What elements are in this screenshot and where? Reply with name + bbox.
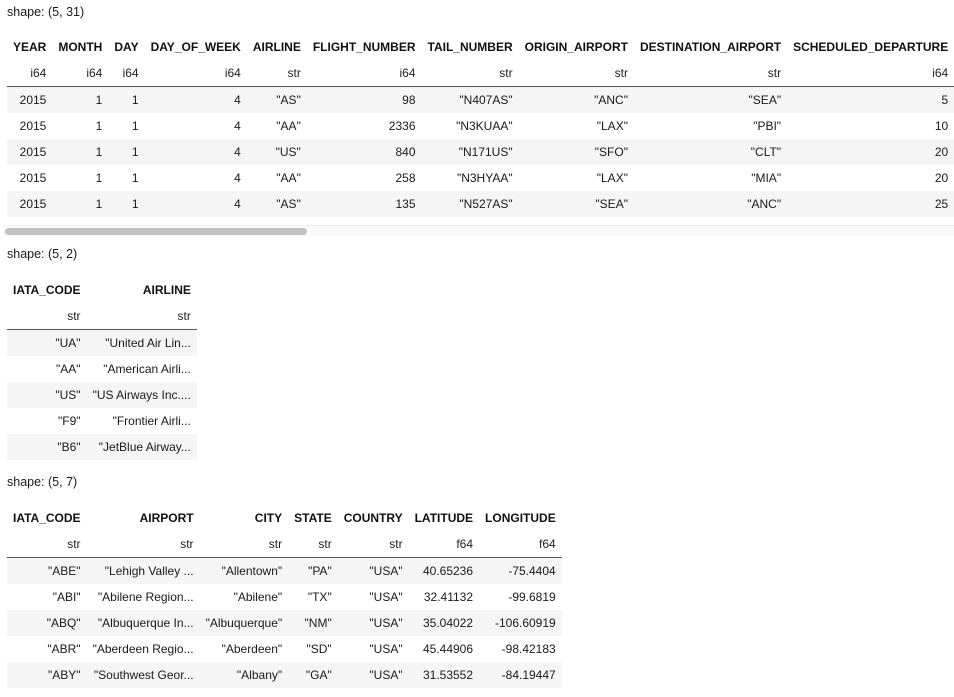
- scrollbar-thumb[interactable]: [5, 228, 307, 235]
- table-cell: 1: [52, 165, 108, 191]
- table-cell: "Abilene Region...: [87, 584, 200, 610]
- table-cell: "AA": [7, 356, 87, 382]
- table-cell: 35.04022: [409, 610, 479, 636]
- column-dtype: str: [422, 60, 519, 87]
- table-row: [7, 662, 562, 688]
- table-cell: 2015: [7, 191, 52, 217]
- column-header: LONGITUDE: [485, 511, 556, 525]
- table-cell: "Albuquerque": [200, 610, 289, 636]
- column-dtype: str: [247, 60, 307, 87]
- dtype-row: [7, 531, 562, 558]
- column-header: COUNTRY: [343, 511, 403, 525]
- table-cell: 1: [108, 87, 144, 114]
- table-row: [7, 330, 197, 357]
- column-header: FLIGHT_NUMBER: [312, 40, 416, 54]
- table-cell: 1: [108, 139, 144, 165]
- column-header: YEAR: [13, 40, 47, 54]
- table-cell: 98: [307, 87, 422, 114]
- table-cell: "USA": [338, 636, 409, 662]
- column-header: IATA_CODE: [13, 511, 81, 525]
- header-row: [7, 34, 954, 60]
- table-cell: 20: [787, 165, 954, 191]
- table-cell: 2015: [7, 139, 52, 165]
- table-cell: "US": [247, 139, 307, 165]
- table-cell: "ABQ": [7, 610, 87, 636]
- column-dtype: str: [338, 531, 409, 558]
- column-dtype: f64: [409, 531, 479, 558]
- horizontal-scrollbar[interactable]: [3, 225, 954, 236]
- column-dtype: str: [288, 531, 338, 558]
- table-cell: "N527AS": [422, 191, 519, 217]
- column-dtype: i64: [145, 60, 247, 87]
- table-cell: "Abilene": [200, 584, 289, 610]
- table-cell: "US": [7, 382, 87, 408]
- table-row: [7, 165, 954, 191]
- table-row: [7, 191, 954, 217]
- table-cell: "SEA": [519, 191, 634, 217]
- table-row: [7, 558, 562, 585]
- column-header: MONTH: [58, 40, 103, 54]
- table-row: [7, 113, 954, 139]
- table-cell: "N171US": [422, 139, 519, 165]
- table-cell: "ABI": [7, 584, 87, 610]
- column-dtype: str: [519, 60, 634, 87]
- column-header: ORIGIN_AIRPORT: [524, 40, 628, 54]
- table-cell: 10: [787, 113, 954, 139]
- table-cell: 45.44906: [409, 636, 479, 662]
- table-cell: -75.4404: [479, 558, 562, 585]
- airports-dataframe: [7, 505, 562, 688]
- table-cell: "AA": [247, 113, 307, 139]
- column-header: TAIL_NUMBER: [427, 40, 513, 54]
- column-dtype: i64: [7, 60, 52, 87]
- table-cell: "Allentown": [200, 558, 289, 585]
- table-cell: "MIA": [634, 165, 787, 191]
- column-header: CITY: [254, 511, 283, 525]
- table-cell: "TX": [288, 584, 338, 610]
- table-cell: "ABE": [7, 558, 87, 585]
- table-row: [7, 434, 197, 460]
- table-cell: -84.19447: [479, 662, 562, 688]
- table-cell: "USA": [338, 558, 409, 585]
- table-cell: "ANC": [634, 191, 787, 217]
- flights-shape: shape: (5, 31): [7, 5, 85, 19]
- table-cell: "Albany": [200, 662, 289, 688]
- table-row: [7, 408, 197, 434]
- table-cell: -98.42183: [479, 636, 562, 662]
- table-cell: 20: [787, 139, 954, 165]
- table-cell: 2336: [307, 113, 422, 139]
- column-dtype: str: [87, 303, 197, 330]
- table-cell: -99.6819: [479, 584, 562, 610]
- table-cell: 135: [307, 191, 422, 217]
- table-cell: "USA": [338, 610, 409, 636]
- table-cell: 1: [52, 191, 108, 217]
- column-header: DESTINATION_AIRPORT: [639, 40, 782, 54]
- table-cell: 2015: [7, 165, 52, 191]
- airports-shape: shape: (5, 7): [7, 475, 78, 489]
- table-cell: "B6": [7, 434, 87, 460]
- table-cell: 32.41132: [409, 584, 479, 610]
- table-cell: 4: [145, 191, 247, 217]
- table-cell: "LAX": [519, 113, 634, 139]
- table-cell: "Lehigh Valley ...: [87, 558, 200, 585]
- table-cell: 25: [787, 191, 954, 217]
- table-cell: 1: [52, 139, 108, 165]
- table-cell: "USA": [338, 584, 409, 610]
- airports-table: [7, 505, 562, 688]
- table-cell: 258: [307, 165, 422, 191]
- airlines-shape: shape: (5, 2): [7, 247, 78, 261]
- table-row: [7, 139, 954, 165]
- table-cell: 1: [108, 191, 144, 217]
- column-header: IATA_CODE: [13, 283, 81, 297]
- table-cell: "US Airways Inc....: [87, 382, 197, 408]
- table-cell: "Albuquerque In...: [87, 610, 200, 636]
- table-cell: 2015: [7, 113, 52, 139]
- column-dtype: str: [7, 303, 87, 330]
- airlines-dataframe: [7, 277, 197, 460]
- dtype-row: [7, 303, 197, 330]
- header-row: [7, 277, 197, 303]
- table-cell: -106.60919: [479, 610, 562, 636]
- table-row: [7, 636, 562, 662]
- table-cell: "LAX": [519, 165, 634, 191]
- table-row: [7, 356, 197, 382]
- table-cell: "Aberdeen": [200, 636, 289, 662]
- table-cell: "AA": [247, 165, 307, 191]
- table-cell: "N407AS": [422, 87, 519, 114]
- table-cell: "N3KUAA": [422, 113, 519, 139]
- column-header: DAY: [114, 40, 139, 54]
- column-header: LATITUDE: [414, 511, 474, 525]
- flights-dataframe: [7, 34, 949, 218]
- table-cell: "ABY": [7, 662, 87, 688]
- table-cell: "UA": [7, 330, 87, 357]
- column-dtype: i64: [108, 60, 144, 87]
- header-row: [7, 505, 562, 531]
- table-cell: 4: [145, 165, 247, 191]
- column-header: DAY_OF_WEEK: [150, 40, 241, 54]
- table-cell: 4: [145, 87, 247, 114]
- column-dtype: str: [87, 531, 200, 558]
- flights-table: [7, 34, 954, 217]
- table-cell: "SFO": [519, 139, 634, 165]
- table-cell: "Frontier Airli...: [87, 408, 197, 434]
- table-cell: "SD": [288, 636, 338, 662]
- table-cell: "AS": [247, 87, 307, 114]
- airlines-table: [7, 277, 197, 460]
- table-cell: 840: [307, 139, 422, 165]
- table-cell: "PBI": [634, 113, 787, 139]
- table-cell: "United Air Lin...: [87, 330, 197, 357]
- table-cell: 1: [108, 165, 144, 191]
- column-dtype: str: [7, 531, 87, 558]
- table-cell: 1: [52, 113, 108, 139]
- column-dtype: i64: [52, 60, 108, 87]
- column-dtype: str: [634, 60, 787, 87]
- column-header: STATE: [294, 511, 332, 525]
- table-cell: 40.65236: [409, 558, 479, 585]
- table-cell: "NM": [288, 610, 338, 636]
- column-dtype: i64: [307, 60, 422, 87]
- table-cell: "JetBlue Airway...: [87, 434, 197, 460]
- column-header: AIRLINE: [142, 283, 191, 297]
- table-cell: "N3HYAA": [422, 165, 519, 191]
- table-row: [7, 87, 954, 114]
- table-row: [7, 610, 562, 636]
- table-cell: 5: [787, 87, 954, 114]
- column-dtype: str: [200, 531, 289, 558]
- table-cell: "CLT": [634, 139, 787, 165]
- table-cell: "SEA": [634, 87, 787, 114]
- column-header: SCHEDULED_DEPARTURE: [793, 40, 949, 54]
- table-cell: 4: [145, 113, 247, 139]
- table-cell: 1: [52, 87, 108, 114]
- table-cell: "USA": [338, 662, 409, 688]
- table-cell: 4: [145, 139, 247, 165]
- column-header: AIRLINE: [252, 40, 301, 54]
- dtype-row: [7, 60, 954, 87]
- table-cell: "AS": [247, 191, 307, 217]
- table-cell: "Aberdeen Regio...: [87, 636, 200, 662]
- table-cell: "ABR": [7, 636, 87, 662]
- table-cell: "PA": [288, 558, 338, 585]
- table-cell: 2015: [7, 87, 52, 114]
- table-row: [7, 584, 562, 610]
- table-cell: "GA": [288, 662, 338, 688]
- column-dtype: f64: [479, 531, 562, 558]
- column-dtype: i64: [787, 60, 954, 87]
- table-cell: 1: [108, 113, 144, 139]
- table-cell: "ANC": [519, 87, 634, 114]
- table-cell: 31.53552: [409, 662, 479, 688]
- table-cell: "American Airli...: [87, 356, 197, 382]
- table-cell: "Southwest Geor...: [87, 662, 200, 688]
- table-cell: "F9": [7, 408, 87, 434]
- column-header: AIRPORT: [139, 511, 194, 525]
- table-row: [7, 382, 197, 408]
